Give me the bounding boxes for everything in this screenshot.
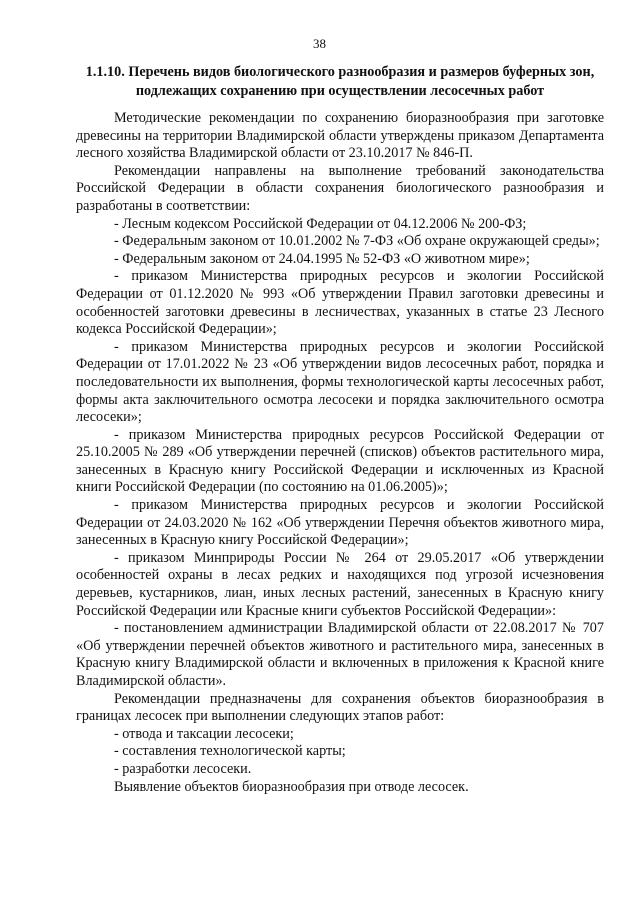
list-item-order-264: - приказом Минприроды России № 264 от 29.05.2017 «Об утверждении особенностей охраны в лесах редких и находящихся под угрозой исчезновения деревьев, кустарников, лиан, иных лесных растений, занесенных в Красную книгу Российской Федерации или Красные книги субъектов Российской Федерации»:	[76, 549, 604, 619]
page-number: 38	[313, 36, 326, 51]
list-item-order-289: - приказом Министерства природных ресурсов Российской Федерации от 25.10.2005 № 289 «Об утверждении перечней (списков) объектов растительного мира, занесенных в Красную книгу Российской Федерации и исключенных из Красной книги Российской Федерации (по состоянию на 01.06.2005)»;	[76, 426, 604, 496]
list-item-resolution-707: - постановлением администрации Владимирской области от 22.08.2017 № 707 «Об утверждении перечней объектов животного и растительного мира, занесенных в Красную книгу Владимирской области и включенных в приложения к Красной книге Владимирской области».	[76, 620, 604, 689]
list-item-animal-law: - Федеральным законом от 24.04.1995 № 52-ФЗ «О животном мире»;	[114, 250, 530, 267]
section-heading: 1.1.10. Перечень видов биологического разнообразия и размеров буферных зон, подлежащих сохранению при осуществлении лесосечных работ	[85, 64, 595, 99]
list-item-order-162: - приказом Министерства природных ресурсов и экологии Российской Федерации от 24.03.2020 № 162 «Об утверждении Перечня объектов животного мира, занесенных в Красную книгу Российской Федерации»;	[76, 497, 604, 549]
paragraph-intro: Методические рекомендации по сохранению биоразнообразия при заготовке древесины на территории Владимирской области утверждены приказом Департамента лесного хозяйства Владимирской области от 23.10.2017 № 846-П.	[76, 110, 604, 162]
list-item-forest-code: - Лесным кодексом Российской Федерации от 04.12.2006 № 200-ФЗ;	[114, 215, 527, 232]
list-item-tech-map: - составления технологической карты;	[114, 743, 346, 760]
list-item-allotment: - отвода и таксации лесосеки;	[114, 725, 294, 742]
list-item-order-993: - приказом Министерства природных ресурсов и экологии Российской Федерации от 01.12.2020 № 993 «Об утверждении Правил заготовки древесины и особенностей заготовки древесины в лесничествах, указанных в статье 23 Лесного кодекса Российской Федерации»;	[76, 268, 604, 338]
list-item-development: - разработки лесосеки.	[114, 760, 252, 777]
body-text	[76, 110, 604, 796]
paragraph-identification: Выявление объектов биоразнообразия при отводе лесосек.	[114, 778, 469, 795]
paragraph-recommendations: Рекомендации направлены на выполнение требований законодательства Российской Федерации в области сохранения биологического разнообразия и разработаны в соответствии:	[76, 162, 604, 214]
paragraph-purpose: Рекомендации предназначены для сохранения объектов биоразнообразия в границах лесосек при выполнении следующих этапов работ:	[76, 690, 604, 725]
list-item-order-23: - приказом Министерства природных ресурсов и экологии Российской Федерации от 17.01.2022 № 23 «Об утверждении видов лесосечных работ, порядка и последовательности их выполнения, формы технологической карты лесосечных работ, формы акта заключительного осмотра лесосеки и порядка заключительного осмотра лесосеки»;	[76, 338, 604, 426]
list-item-environment-law: - Федеральным законом от 10.01.2002 № 7-ФЗ «Об охране окружающей среды»;	[114, 233, 600, 250]
